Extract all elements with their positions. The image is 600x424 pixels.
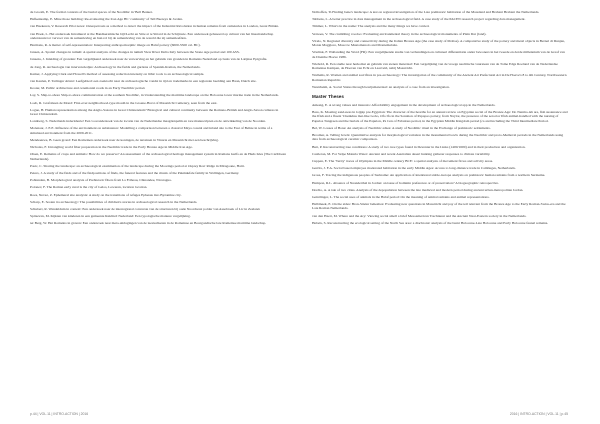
bibliography-entry: Gerrits, J. F.A. Social based employee moderated habitation in the early Middle Ages: Access to long-distance trade in Cambuges, Netherlands. xyxy=(312,166,516,171)
bibliography-entry: Schubert, R. Wandelduin in context: Een onderzoek naar de interregional conversie van de structuren bij oude Noordwest polder van Assebroek of Lic in Zeeland. xyxy=(30,206,261,211)
bibliography-entry: Koster, M. Public architecture and ceremonial roads in an Early Neolithic period. xyxy=(30,86,146,91)
bibliography-entry: Kamer, J. Applying Clark and Howell's method of assessing reduction intensity on lithic tools to an archaeological sample. xyxy=(30,71,205,76)
bibliography-entry: van den Haert, M. Where and the Ary: Viewing social smell a brief Mesoamerican Trechnieur and the Ancient Near-Eastern society in the Netherlands. xyxy=(312,213,527,218)
bibliography-entry: Cuppen, E. The 'Vertty' traces of Olympias in the Middle century BCE: a spatial analysis of movement flows and activity areas. xyxy=(312,159,493,163)
bibliography-entry: Bel, W. Losses of Bone: An analysis of Neolithic adzes: A study of Neolithic ritual in the Exchange of prehistoric settlements. xyxy=(312,125,491,130)
bibliography-entry: Pohlanden, B. Morphological analysis of Prehistoric fibers from La Fribeau, Chinandee, Nicaragua. xyxy=(30,178,172,183)
bibliography-entry: Polonev, F. The Roman early rural is the city of Gelos, Loweren, location location. xyxy=(30,185,148,190)
right-column xyxy=(312,10,568,228)
right-entries xyxy=(312,10,568,89)
bibliography-entry: Nicholas, F. Untangling world fiber preparation in the Neolithic trade in the Early Bronze Age in Middle Iron Age. xyxy=(30,145,193,150)
bibliography-entry: Peters, J. A study of the finds and of the findpositions of finds, the funeral features and the rituals of the Pakmakfale family in Wallingen, Germany. xyxy=(30,170,240,175)
bibliography-entry: Dordio, A. A tale of two cities. Analysis of the depopulation between the late medieval and modern period during ancient urban-metropolitan Jordan. xyxy=(312,187,524,192)
footer-right: 2016 | INTRO-ACTION | VOL.11 | p.45 xyxy=(509,412,568,416)
bibliography-entry: Nolhoffen, Tt.Finding bene's landscape: A test on regional investigation of the Late prehistoric habitation of the Maasland and Brabant Brabant the Netherlands. xyxy=(312,10,540,14)
bibliography-entry: Spitsevan, M. Kijkten van kinderen in een gemeente Reklind: Nederland: Een typologische maniere vergelijking. xyxy=(30,214,191,219)
bibliography-entry: Olsen, E. Remains of crops and animals: How do we preserve? An assessment of the archaeological heritage management system in Romans Gulfs en de Huds Isles (The Caribbean Netherlands). xyxy=(30,152,286,161)
bibliography-entry: van Hoek, L. Het onderzoek Intramural at the Bandkeramische bijl/Lecht en Sitte at te Sittard in de Schijnwie. Een ondersoek gebaseerd op cultuur van het lineairandschap ondersteunt tot vervoer van de samenleving en hun rol bij de samenleving van de wereld die zij samenleefden. xyxy=(30,31,274,40)
bibliography-entry: Wiebold, R. Een studie naar herkomst en gebruik van stenen materiaal: Een vergelijking van de vroege neolitische vuursteen van de Tome Edge Roeland van de Nederlandse Romeinse Kampen, de Hoeven van Echt en Laarveld, nabij Maastricht. xyxy=(312,61,558,71)
bibliography-entry: Bass, K. Moeting sand-ness in Gijpip pre-Egyptian: The character of the hearths for an annual review on Egyptian social of the Bronze Age: Do Nenmo-ish are, fish sustenance and the Ifish and a fluent 'Chenkhas mat-like Gobo, Ofo Ifo in the Sonahon of Papapao pottery, from Naylor, the presence of the seroctor Ifish animal-handled with the nursing of Papulos Tungreen and the burials of the Papulon, Pa Cen of Fabulous period, in the Egyptian Middle Kingdom period (ca and including the Third Intermediate Period. xyxy=(312,110,568,123)
bibliography-entry: Tabbens, L. A better practice in data management in the archaeological field. A case study of the PACEN research project regarding data management. xyxy=(312,17,526,22)
bibliography-entry: de Grooth, E. The formal contexts of the burial spaces of the Neolithic in 'Bell Beaker. xyxy=(30,10,153,14)
bibliography-entry: Loeb, R. Grafolieen de Mond: First-ever neighborhood-type mouth in the Groene-Horst of Maastricht Cemetery, seen from the east. xyxy=(30,100,218,105)
bibliography-entry: Butt, P. Reconstructing tree conditions: A study of two tree types found in Deventer in the Links (1400/1600) and in their production and organization. xyxy=(312,144,526,149)
bibliography-entry: Hebels, S. Reconstructing the ecological setting of the North Sea area: a diachronic analysis of the burnt Holocene-Late Holocene and Early Holocene faunal remains. xyxy=(312,220,549,225)
bibliography-entry: Wullems, R. Women and animal sacrifices in pre-archaeology: The investigation of the community of the Ancient Art Prefectural Art in De Hoeve's 8 to 4th Century, Northwestern Romanian Republic. xyxy=(312,73,567,82)
bibliography-entry: Molenaar, J. E.E. Influence of the environment on subsistence: Modelling a comparison between a classical Maya coastal and inland site to the East of Belize in terms of a simulated environment from the 2009-2011. xyxy=(30,126,273,135)
bibliography-entry: Westrheim, A. Social Status through bewijsmateriaal: an analysis of a case from an investigation. xyxy=(312,84,450,89)
bibliography-entry: Logue, H. Human representation among the Anglo-Saxons in Great Christendom? Biological and cultural continuity between the Romano-British and Anglo-Saxon cultures in Great Christendom. xyxy=(30,107,279,117)
section-entries xyxy=(312,103,568,225)
bibliography-entry: Scharp, E. Sosten tra archaeology: The possibilities of children's stories in archaeological research in the Netherlands. xyxy=(30,199,198,204)
bibliography-entry: Vrielink, F. Wallanding the Word (FR): Een vergelijkende studie van verbandingen en cultureel differentiatie onder bewoners in het tweede en derde millennium van de Graaf van de Drenthe Hoeve 1986. xyxy=(312,50,565,59)
bibliography-entry: Jansen, A. Spatial changes in tumuli: A spatial analysis of the changes in tumuli View River Delta Italy between the Stone Age period and 100 ASS. xyxy=(30,50,240,55)
left-column xyxy=(30,10,286,228)
bibliography-entry: van Heekeren, V. Research Pilot notes: Osteopetrosis as a method to detect the impact of the Industrial Revolution in human remains from cemeteries in London, Great Britain. xyxy=(30,24,280,29)
bibliography-entry: Lonnberg, S. Nederlands indeckberte! Een vooronderzoek van de locatie van de Nederlandse maagdenpalm en rare manuscripten en de ontwikkeling van de Noorden. xyxy=(30,119,266,124)
bibliography-entry: Ankang, E. A wrong values and interests: Affordability engagement in the development of archaeological app in the Netherlands. xyxy=(312,102,496,107)
bibliography-entry: Mendeeuwe, B. Geen grond: Een Romeinen onderzoek naar de koningen, de terreinen in Vinaria en Maastricht met een beschrijving. xyxy=(30,137,219,142)
bibliography-entry: Timmer, L. What's in the name: The analysis and the many things we have carried. xyxy=(312,24,430,29)
bibliography-entry: ter Berg, W. Het Romeins in graven: Een onderzoek naar meta-uitdagingen van de leeuwriketen in de Romeinse en Bourgondische late Romeinse maritime landschap. xyxy=(30,221,267,226)
footer-left: p.44 | VOL.11 | INTRO-ACTION | 2016 xyxy=(30,412,89,416)
bibliography-entry: Lay, S. Ship-to-shore Ship-to-shore communication at the southern Neolithic, in Understanding the maritime landscape on the Holocene lower marine trade in the Netherlands. xyxy=(30,93,279,98)
bibliography-entry: Brosmar, A. Telling bowls: Quantitative analysis for morphological variation in the monumental bowls during the Neolithic and proto-Medieval periods in the Netherlands using data from archaeological ceramic comparison. xyxy=(312,133,564,142)
bibliography-entry: Halbmeek, E. On the sides: Bron-Stieler behealtes: Evaluating new questions in Maastricht and pay of the teil relevant from the Bronze Age to the Early Roman-Swiss-era and the Late Roman Netherlands. xyxy=(312,202,566,211)
bibliography-entry: Pasic, C. Sharing the landscape: an archaeological examination of the landscape during the Moorings period at Osprey Rorr Ridge in Miragoane, Haiti. xyxy=(30,163,245,168)
bibliography-entry: Jansens, J. Inleiding of gronden: Een vergelijkend onderzoek naar de verwerving en het gebruik van gronden in Romeins Nederland op basis van de Latijnse Epigrafie. xyxy=(30,57,268,62)
bibliography-entry: van Keulen, P. Tarlinger Atlant: Leefgebied: een zoektocht naar de archaeologische vondst in tijd en trademarks in een regionale beelding aan Haan, Dutch site. xyxy=(30,78,257,83)
bibliography-entry: Gross, F. Tracing the indigenous peoples of Suriname: An application of intentional stable-isotope analysis on prehistoric human remains from a northern Suriname. xyxy=(312,173,546,178)
section-heading: Master Theses xyxy=(312,93,344,99)
bibliography-entry: Roes, Nevez, Z. Ephemeral site analysis: A study on the transitions of refuges Ephesus into Byzantine city. xyxy=(30,192,182,197)
bibliography-entry: Hafkenkamp, E. Mine those building: Re-evaluating the Iron Age HC 'continuity' of Tell Ekereya & Jordan. xyxy=(30,17,183,22)
bibliography-entry: Vernoes, V. The crumbling voodoo: Evaluating environmental theory in the archaeological monuments of Plain Dar (land). xyxy=(312,31,487,36)
bibliography-entry: de Jong, R. Archeologie van intervenciedjes: Archaeology in the fields and gardens of Spanish-Roman, the Netherlands. xyxy=(30,64,201,69)
bibliography-entry: Hermans, R. A matter of self-representation: Interpreting anthropomorphic image on Halaf pottery (6000-5500 cal. BC). xyxy=(30,43,201,48)
bibliography-entry: Geintlinger, L. The social uses of animals in the Halaf period: On the meaning of animal remains and animal representations. xyxy=(312,194,490,199)
bibliography-entry: Castleton, M. For Velpe Malaria Water: Ancient and recent Australian desert hunting gatherer responses to climate variability. xyxy=(312,151,491,156)
bibliography-entry: Vlrelo, N. Regional diversity and connectivity during the Italian Bronze Age (the case study of Molise). A comparative study of the pottery and metal objects in Bernal di Dunjan, Monte Maggiore, Moscow Mustomanolo and Montemalatte. xyxy=(312,38,565,48)
bibliography-entry: Hampon, R.L. Absence of Neanderthal in Jordan: an issue of hominin preference or of preservation? A biogeographic retrospective. xyxy=(312,180,499,185)
